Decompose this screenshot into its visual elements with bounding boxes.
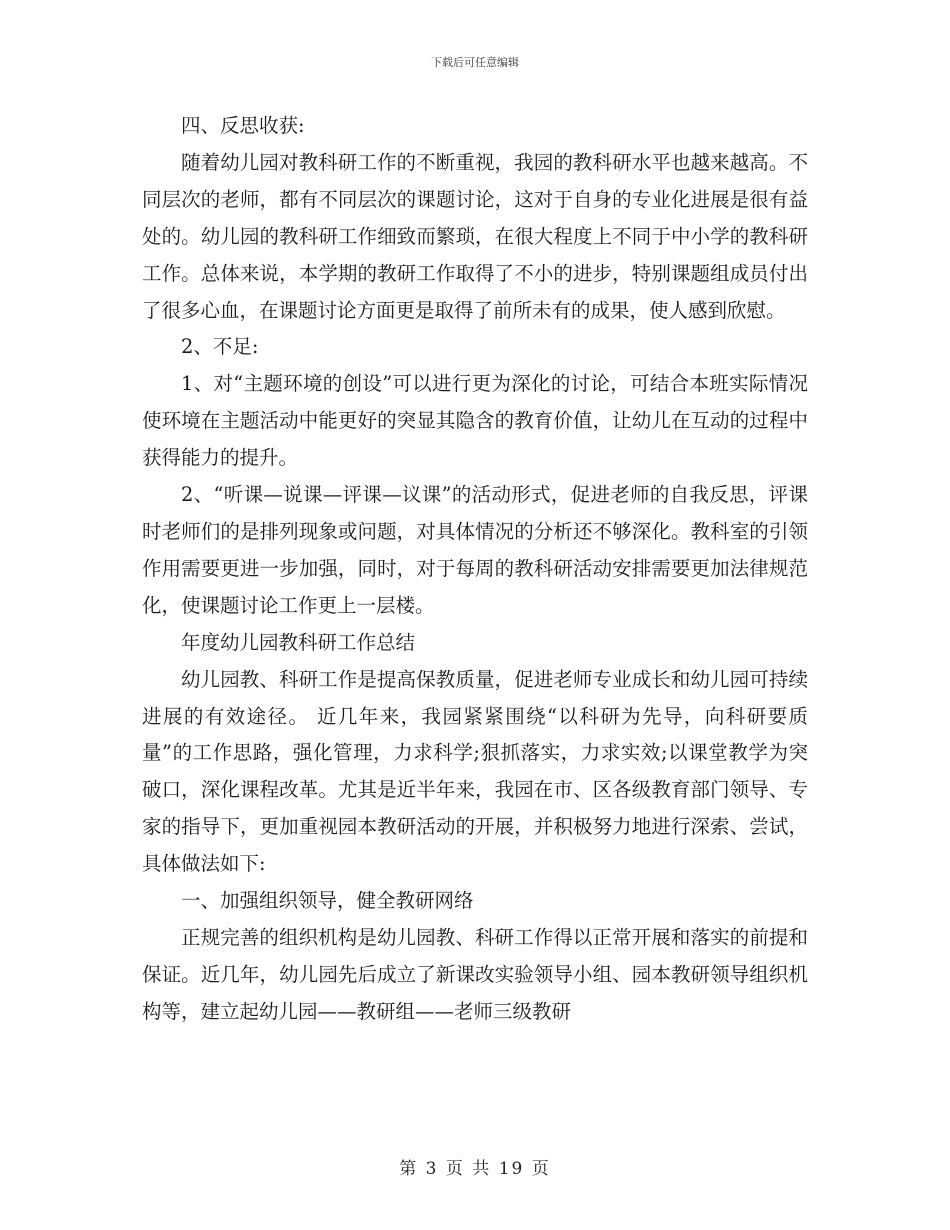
paragraph: 随着幼儿园对教科研工作的不断重视，我园的教科研水平也越来越高。不同层次的老师，都有不同层次的课题讨论，这对于自身的专业化进展是很有益处的。幼儿园的教科研工作细致而繁琐，在很大程度上不同于中小学的教科研工作。总体来说，本学期的教研工作取得了不小的进步，特别课题组成员付出了很多心血，在课题讨论方面更是取得了前所未有的成果，使人感到欣慰。	[142, 150, 808, 322]
section-heading-reflection: 四、反思收获:	[181, 114, 305, 137]
paragraph: 正规完善的组织机构是幼儿园教、科研工作得以正常开展和落实的前提和保证。近几年，幼儿园先后成立了新课改实验领导小组、园本教研领导组织机构等，建立起幼儿园——教研组——老师三级教研	[142, 925, 808, 1023]
section-heading-shortcomings: 2、不足:	[181, 335, 259, 359]
paragraph: 幼儿园教、科研工作是提高保教质量，促进老师专业成长和幼儿园可持续进展的有效途径。 近几年来，我园紧紧围绕“以科研为先导，向科研要质量”的工作思路，强化管理，力求科学;狠抓落实，力求实效;以课堂教学为突破口，深化课程改革。尤其是近半年来，我园在市、区各级教育部门领导、专家的指导下，更加重视园本教研活动的开展，并积极努力地进行深索、尝试，具体做法如下:	[142, 667, 808, 876]
section-heading-organization: 一、加强组织领导，健全教研网络	[181, 889, 474, 913]
page-number: 第 3 页 共 19 页	[399, 1159, 551, 1179]
paragraph: 2、“听课—说课—评课—议课”的活动形式，促进老师的自我反思，评课时老师们的是排列现象或问题，对具体情况的分析还不够深化。教科室的引领作用需要更进一步加强，同时，对于每周的教科研活动安排需要更加法律规范化，使课题讨论工作更上一层楼。	[142, 483, 808, 617]
page-header-note: 下载后可任意编辑	[431, 56, 519, 69]
document-title: 年度幼儿园教科研工作总结	[181, 630, 416, 654]
document-body	[142, 108, 808, 1031]
paragraph: 1、对“主题环境的创设”可以进行更为深化的讨论，可结合本班实际情况使环境在主题活动中能更好的突显其隐含的教育价值，让幼儿在互动的过程中获得能力的提升。	[142, 372, 808, 470]
